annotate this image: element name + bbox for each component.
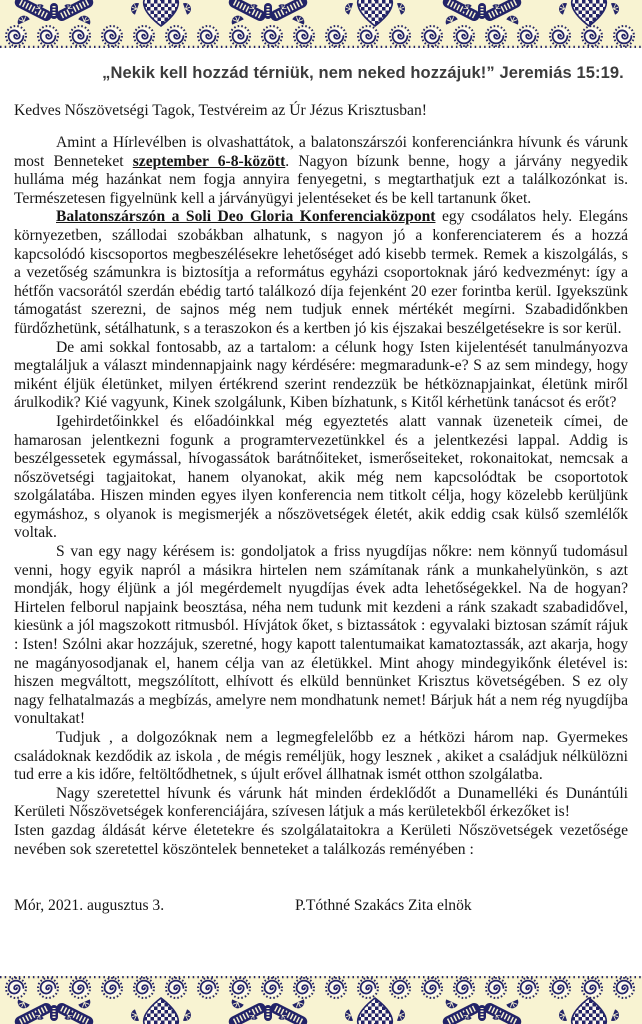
paragraph-text: Amint a Hírlevélben is olvashattátok, a balatonszárszói konferenciánkra hívunk és várunk most Benneteket <box>14 134 628 170</box>
paragraph-text: . Nagyon bízunk benne, hogy a járvány negyedik hulláma még hazánkat nem fogja annyira fenyegetni, s megtarthatjuk ezt a találkozónkat is. Természetesen figyelnünk kell a járványügyi jelentéseket és be kell tartanunk őket. <box>14 152 628 207</box>
paragraph-text: Isten gazdag áldását kérve életetekre és szolgálataitokra a Kerületi Nőszövetségek vezetősége nevében sok szeretettel köszöntelek benneteket a találkozás reményében : <box>14 821 628 858</box>
letter-paragraph <box>14 822 628 859</box>
paragraph-text: Nagy szeretettel hívunk és várunk hát minden érdeklődőt a Dunamelléki és Dunántúli Kerületi Nőszövetségek konferenciájára, szívesen látjuk a más kerületekből érkezőket is! <box>14 784 628 821</box>
letter-paragraph <box>14 543 628 729</box>
paragraph-text: S van egy nagy kérésem is: gondoljatok a friss nyugdíjas nőkre: nem könnyű tudomásul venni, hogy egyik napról a másikra hirtelen nem számítanak ránk a munkahelyünkön, s azt mondják, hogy éljünk a jól megérdemelt nyugdíjas évek adta lehetőségekkel. Na de hogyan? Hirtelen felborul napjaink beosztása, néha nem tudunk mit kezdeni a ránk szakadt szabadidővel, kiesünk a jól magszokott ritmusból. Hívjátok őket, s biztassátok : egyvalaki biztosan számít rájuk : Isten! Szólni akar hozzájuk, szeretné, hogy kapott talentumaikat kamatoztassák, azt akarja, hogy ne magányosodjanak el, hanem célja van az életükkel. Mint ahogy mindegyikőnk életével is: hiszen megváltott, megszólított, elhívott és elküld bennünket Krisztus követségében. S ez oly nagy felhatalmazás a megbízás, amelyre nem mondhatunk nemet! Bárjuk hát a nem rég nyugdíjba vonultakat! <box>14 543 628 728</box>
letter-paragraph <box>14 208 628 338</box>
salutation: Kedves Nőszövetségi Tagok, Testvéreim az Úr Jézus Krisztusban! <box>14 102 427 119</box>
letter-paragraph <box>14 729 628 785</box>
paragraph-text: Igehirdetőinkkel és előadóinkkal még egyeztetés alatt vannak üzeneteik címei, de hamarosan jelentkezni fogunk a programtervezetünkkel és a jelentkezési lappal. Addig is beszélgessetek egymással, hívogassátok barátnőiteket, ismerőseiteket, rokonaitokat, nemcsak a nőszövetségi tagjaitokat, hanem olyanokat, akik még nem kapcsolódtak be csoportotok szolgálatába. Hiszen minden egyes ilyen konferencia nem titkolt célja, hogy közelebb kerüljünk egymáshoz, s olyanok is megismerjék a nőszövetségek életét, akik eddig csak külső szemlélők voltak. <box>14 412 628 542</box>
folk-ornament-top-border <box>0 0 642 48</box>
emphasized-text: Balatonszárszón a Soli Deo Gloria Konferenciaközpont <box>56 208 436 226</box>
letter-paragraph <box>14 413 628 543</box>
letter-paragraph <box>14 134 628 208</box>
letter-body <box>14 134 628 940</box>
date-place: Mór, 2021. augusztus 3. <box>14 897 165 914</box>
paragraph-text: De ami sokkal fontosabb, az a tartalom: a célunk hogy Isten kijelentését tanulmányozva megtaláljuk a választ mindennapjaink nagy kérdésére: megmaradunk-e? S az sem mindegy, hogy miként éljük életünket, milyen értékrend szerint rendezzük be hétköznapjainkat, életünk miről árulkodik? Kié vagyunk, Kinek szolgálunk, Kiben bízhatunk, s Kitől kérhetünk tanácsot és erőt? <box>14 338 628 412</box>
paragraph-text: egy csodálatos hely. Elegáns környezetben, szállodai szobákban alhatunk, s nagyon jó a konferenciaterem és a hozzá kapcsolódó kiscsoportos megbeszélésekre lehetőséget adó kisebb termek. Remek a kiszolgálás, s a vezetőség számunkra is biztosítja a református egyházi csoportoknak járó kedvezményt: így a hétfőn vacsorától szerdán ebédig tartó találkozó díja fejenként 20 ezer forintba kerül. Igyekszünk támogatást szerezni, de sajnos még nem tudjuk ennek mértékét megírni. Szabadidőnkben fürdőzhetünk, sétálhatunk, s a teraszokon és a kertben jó kis éjszakai beszélgetésekre is sor kerül. <box>14 208 628 337</box>
emphasized-text: szeptember 6-8-között <box>132 152 286 170</box>
letter-paragraph <box>14 785 628 822</box>
bible-verse-heading: „Nekik kell hozzád térniük, nem neked hozzájuk!” Jeremiás 15:19. <box>102 64 624 82</box>
paragraph-text: Tudjuk , a dolgozóknak nem a legmegfelelőbb ez a hétközi három nap. Gyermekes családoknak kezdődik az iskola , de mégis reméljük, hogy lesznek , akiket a családjuk nélkülözni tud erre a kis időre, feltöltődhetnek, s újult erővel állhatnak ismét otthon szolgálatba. <box>14 729 628 784</box>
letter-content <box>0 48 642 940</box>
signature: P.Tóthné Szakács Zita elnök <box>295 897 472 914</box>
folk-ornament-bottom-border <box>0 976 642 1024</box>
letter-paragraph <box>14 339 628 413</box>
footer <box>14 896 628 916</box>
